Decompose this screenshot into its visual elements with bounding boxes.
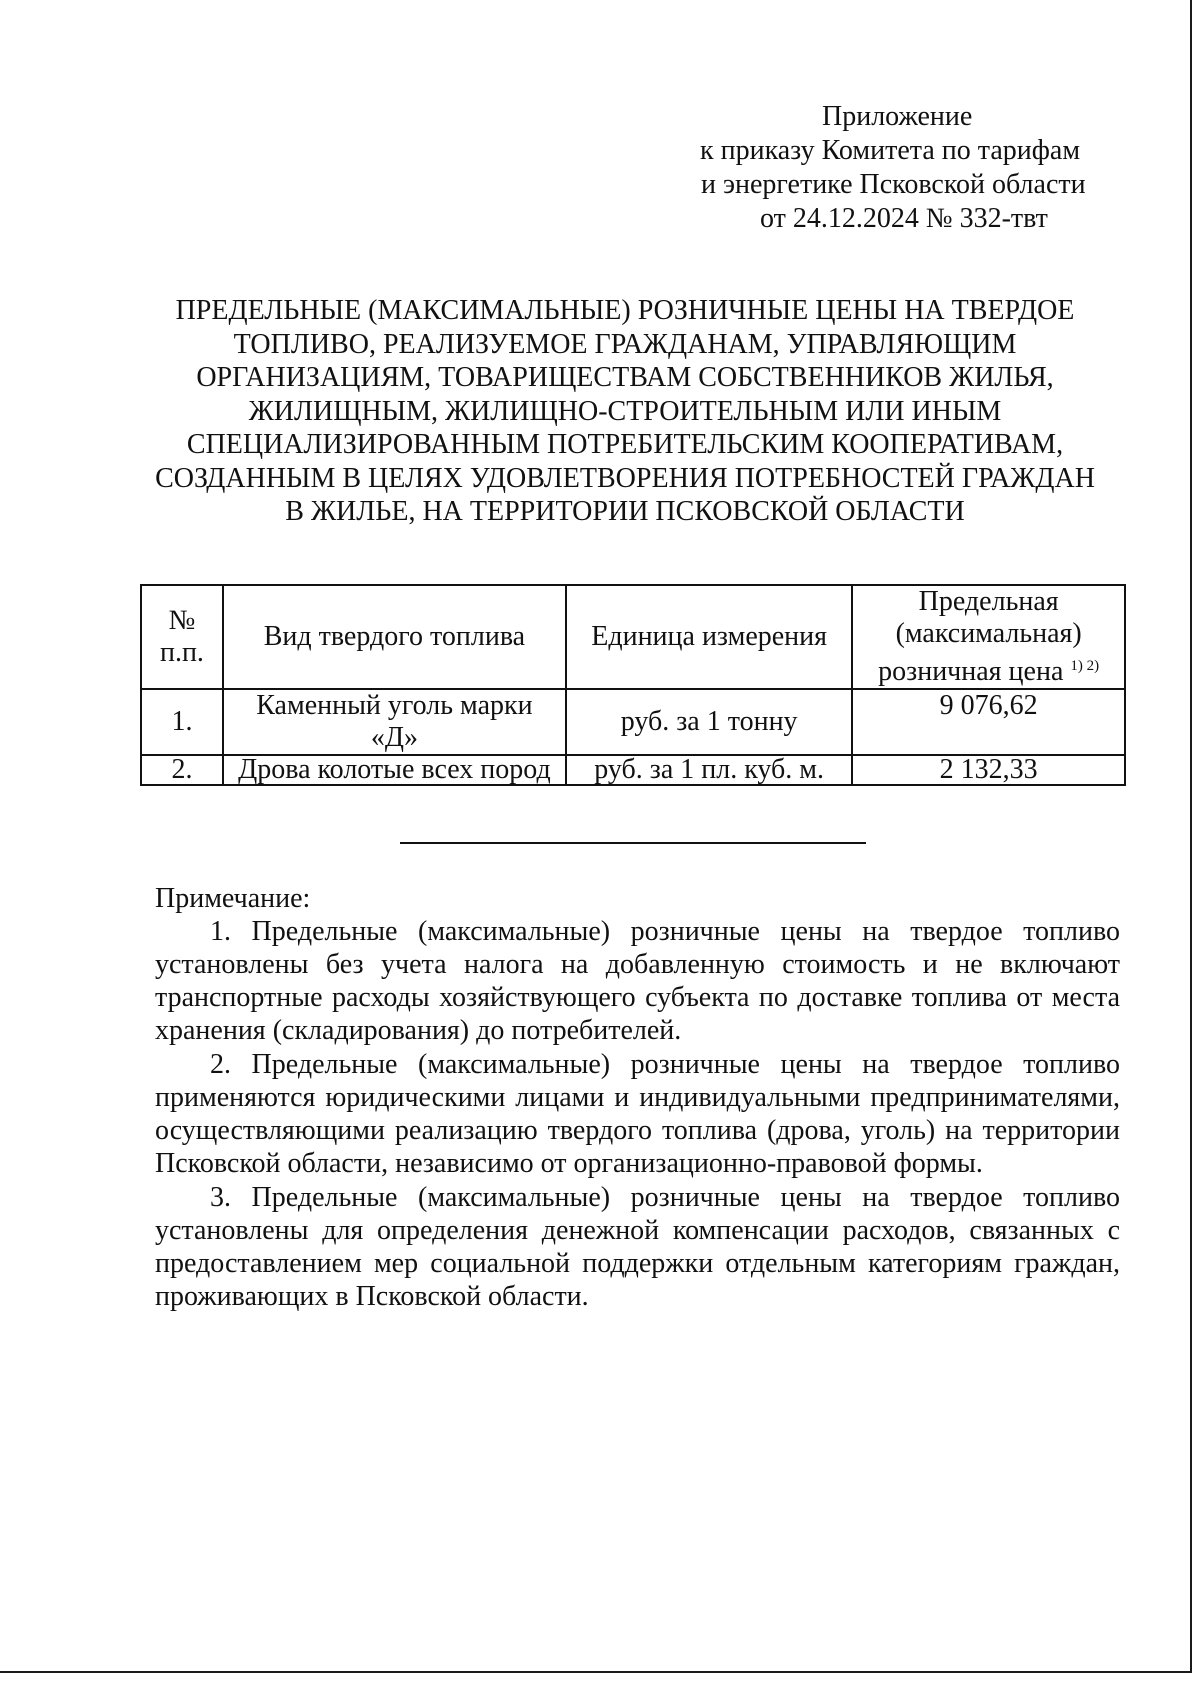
table-header-row	[141, 585, 1125, 689]
header-price-line: розничная цена	[878, 656, 1064, 687]
header-number-abbr: п.п.	[159, 637, 204, 668]
header-price-line: (максимальная)	[895, 618, 1082, 649]
separator-line	[400, 842, 866, 844]
row-unit: руб. за 1 тонну	[566, 689, 852, 755]
appendix-committee: и энергетике Псковской области	[701, 169, 1086, 200]
row-price: 2 132,33	[852, 755, 1125, 785]
row-number: 1.	[141, 689, 223, 755]
title-line: ПРЕДЕЛЬНЫЕ (МАКСИМАЛЬНЫЕ) РОЗНИЧНЫЕ ЦЕНЫ НА ТВЕРДОЕ	[175, 295, 1075, 326]
note-item: 3. Предельные (максимальные) розничные цены на твердое топливо установлены для определения денежной компенсации расходов, связанных с предоставлением мер социальной поддержки отдельным категориям граждан, проживающих в Псковской области.	[155, 1182, 1120, 1312]
header-price	[852, 585, 1125, 689]
price-footnote-ref: 1) 2)	[1070, 658, 1100, 674]
notes-section	[155, 882, 1120, 1314]
fuel-name-line: Каменный уголь марки	[256, 690, 533, 721]
page-edge-bottom	[0, 1671, 1192, 1673]
row-unit: руб. за 1 пл. куб. м.	[566, 755, 852, 785]
appendix-label: Приложение	[822, 101, 973, 132]
header-number-sign: №	[168, 605, 196, 636]
title-line: В ЖИЛЬЕ, НА ТЕРРИТОРИИ ПСКОВСКОЙ ОБЛАСТИ	[285, 496, 965, 527]
document-title	[130, 294, 1120, 529]
table-row	[141, 689, 1125, 755]
price-table	[140, 584, 1126, 786]
note-item: 2. Предельные (максимальные) розничные цены на твердое топливо применяются юридическими лицами и индивидуальными предпринимателями, осуществляющими реализацию твердого топлива (дрова, уголь) на территории Псковской области, независимо от организационно-правовой формы.	[155, 1049, 1120, 1179]
appendix-block	[600, 100, 1200, 236]
row-fuel-type: Дрова колотые всех пород	[223, 755, 566, 785]
appendix-order-date: от 24.12.2024 № 332-твт	[760, 203, 1048, 234]
notes-heading: Примечание:	[155, 883, 311, 914]
page-edge-right	[1190, 0, 1192, 1672]
appendix-order-ref: к приказу Комитета по тарифам	[700, 135, 1081, 166]
title-line: СПЕЦИАЛИЗИРОВАННЫМ ПОТРЕБИТЕЛЬСКИМ КООПЕРАТИВАМ,	[186, 429, 1064, 460]
header-number	[141, 585, 223, 689]
title-line: ОРГАНИЗАЦИЯМ, ТОВАРИЩЕСТВАМ СОБСТВЕННИКОВ ЖИЛЬЯ,	[196, 362, 1054, 393]
note-item: 1. Предельные (максимальные) розничные цены на твердое топливо установлены без учета налога на добавленную стоимость и не включают транспортные расходы хозяйствующего субъекта по доставке топлива от места хранения (складирования) до потребителей.	[155, 916, 1120, 1046]
row-number: 2.	[141, 755, 223, 785]
header-price-line: Предельная	[918, 586, 1059, 617]
title-line: ЖИЛИЩНЫМ, ЖИЛИЩНО-СТРОИТЕЛЬНЫМ ИЛИ ИНЫМ	[248, 395, 1002, 427]
title-line: ТОПЛИВО, РЕАЛИЗУЕМОЕ ГРАЖДАНАМ, УПРАВЛЯЮЩИМ	[233, 328, 1017, 360]
title-line: СОЗДАННЫМ В ЦЕЛЯХ УДОВЛЕТВОРЕНИЯ ПОТРЕБНОСТЕЙ ГРАЖДАН	[155, 462, 1095, 494]
header-fuel-type: Вид твердого топлива	[223, 585, 566, 689]
row-fuel-type	[223, 689, 566, 755]
table-row	[141, 755, 1125, 785]
header-unit: Единица измерения	[566, 585, 852, 689]
row-price: 9 076,62	[852, 689, 1125, 755]
fuel-name-line: «Д»	[370, 722, 418, 753]
